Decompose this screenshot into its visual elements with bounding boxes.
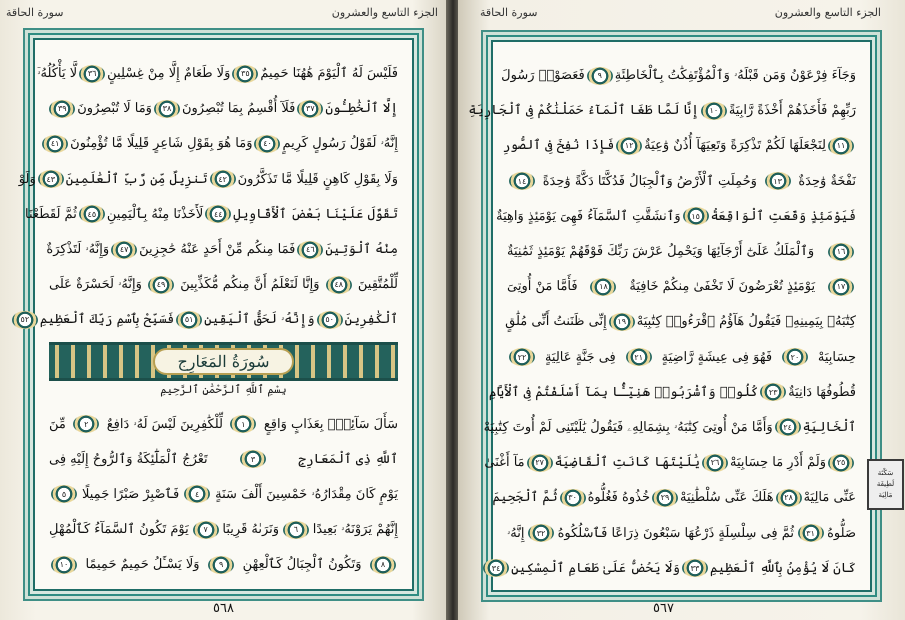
verse-line: [18, 162, 398, 197]
right-juz-header: الجزء التاسع والعشرون: [774, 6, 881, 19]
ayah-number-marker: ٢٦: [702, 454, 728, 472]
ayah-number-marker: ٩: [208, 556, 234, 574]
basmala: بِسْمِ ٱللَّهِ ٱلرَّحْمَٰنِ ٱلرَّحِيمِ: [160, 382, 287, 396]
verse-text: وَلَوْ: [18, 171, 36, 187]
ayah-number-marker: ٢٢: [509, 348, 535, 366]
verse-line: [496, 199, 856, 234]
verse-text: يَٰلَيْتَهَا كَانَتِ ٱلْقَاضِيَةَ: [554, 455, 700, 471]
verse-text: ٱلْخَالِيَةِ: [802, 419, 856, 435]
ayah-number-marker: ٢٤: [775, 418, 801, 436]
verse-line: [501, 58, 856, 93]
verse-text: فَعَصَوْا۟ رَسُولَ: [501, 68, 585, 84]
ayah-number-marker: ١٠: [51, 556, 77, 574]
verse-text: فَمَا مِنكُم مِّنْ أَحَدٍ عَنْهُ حَٰجِزِينَ: [139, 242, 296, 258]
right-surah-header: سورة الحاقة: [480, 6, 538, 19]
verse-line: [49, 512, 398, 547]
left-text-lines: [18, 56, 398, 582]
verse-text: تَنزِيلٌ مِّن رَّبِّ ٱلْعَٰلَمِينَ: [65, 171, 208, 187]
verse-text: وَجَآءَ فِرْعَوْنُ وَمَن قَبْلَهُۥ وَٱلْمُؤْتَفِكَٰتُ بِٱلْخَاطِئَةِ: [614, 68, 856, 84]
verse-text: تَقَوَّلَ عَلَيْنَا بَعْضَ ٱلْأَقَاوِيلِ: [233, 206, 398, 222]
ayah-number-marker: ٢١: [626, 348, 652, 366]
ayah-number-marker: ١٨: [590, 278, 616, 296]
verse-text: يَوْمَ تَكُونُ ٱلسَّمَآءُ كَٱلْمُهْلِ: [49, 522, 189, 538]
verse-line: [488, 375, 856, 410]
ayah-number-marker: ٢٨: [776, 489, 802, 507]
verse-text: رَبِّهِمْ فَأَخَذَهُمْ أَخْذَةً رَّابِيَةً: [728, 103, 856, 119]
ayah-number-marker: ٥٠: [317, 311, 343, 329]
ayah-number-marker: ٤٩: [148, 276, 174, 294]
verse-text: وَأَمَّا مَنْ أُوتِىَ كِتَٰبَهُۥ بِشِمَالِهِۦ فَيَقُولُ يَٰلَيْتَنِى لَمْ أُوتَ كِتَٰبِيَهْ: [483, 419, 773, 435]
left-page: [0, 0, 448, 620]
sakta-note-line: مَالِيَة: [878, 491, 893, 499]
verse-text: وَلَا طَعَامٌ إِلَّا مِنْ غِسْلِينٍ: [107, 66, 231, 82]
verse-text: خُذُوهُ فَغُلُّوهُ: [587, 490, 650, 506]
ayah-number-marker: ١٣: [765, 172, 791, 190]
right-text-lines: [468, 58, 856, 586]
ayah-number-marker: ٣٣: [682, 559, 708, 577]
ayah-number-marker: ١٧: [828, 278, 854, 296]
verse-line: [49, 407, 398, 442]
ayah-number-marker: ٣١: [798, 524, 824, 542]
verse-text: قُطُوفُهَا دَانِيَةٌ: [788, 384, 856, 400]
verse-text: كُلُوا۟ وَٱشْرَبُوا۟ هَنِيٓـًٔۢا بِمَآ أَسْلَفْتُمْ فِى ٱلْأَيَّامِ: [488, 384, 759, 400]
sakta-margin-note: [867, 459, 904, 510]
verse-line: [49, 442, 398, 477]
ayah-number-marker: ٤٦: [297, 241, 323, 259]
left-juz-header: الجزء التاسع والعشرون: [331, 6, 438, 19]
ayah-number-marker: ٤٤: [205, 205, 231, 223]
verse-text: كَانَ لَا يُؤْمِنُ بِٱللَّهِ ٱلْعَظِيمِ: [709, 560, 856, 576]
verse-text: فَلَيْسَ لَهُ ٱلْيَوْمَ هَٰهُنَا حَمِيمٌ: [260, 66, 398, 82]
verse-text: ٱللَّهِ ذِى ٱلْمَعَارِجِ: [298, 451, 398, 467]
verse-text: وَإِنَّهُۥ لَتَذْكِرَةٌ: [46, 242, 110, 258]
sakta-note-line: لَطِيفَة: [876, 480, 895, 488]
ayah-number-marker: ٢٩: [652, 489, 678, 507]
ayah-number-marker: ٤١: [42, 135, 68, 153]
ayah-number-marker: ٤٨: [326, 276, 352, 294]
verse-text: لِّلْمُتَّقِينَ: [357, 277, 398, 293]
verse-text: هَلَكَ عَنِّى سُلْطَٰنِيَهْ: [679, 490, 774, 506]
verse-line: [20, 302, 398, 337]
ayah-number-marker: ٢: [73, 415, 99, 433]
verse-text: وَٱنشَقَّتِ ٱلسَّمَآءُ فَهِىَ يَوْمَئِذٍ وَاهِيَةٌ: [496, 208, 681, 224]
verse-text: إِنَّهُۥ: [507, 525, 525, 541]
verse-text: صَلُّوهُ: [827, 525, 856, 541]
ayah-number-marker: ١٥: [683, 207, 709, 225]
ayah-number-marker: ٣٧: [297, 100, 323, 118]
ayah-number-marker: ٤: [184, 485, 210, 503]
verse-text: مَآ أَغْنَىٰ: [484, 455, 525, 471]
verse-line: [492, 480, 856, 515]
verse-text: وَمَا لَا تُبْصِرُونَ: [77, 101, 152, 117]
ayah-number-marker: ٥: [51, 485, 77, 503]
verse-text: فَلَآ أُقْسِمُ بِمَا تُبْصِرُونَ: [181, 101, 296, 117]
verse-text: وَلَا يَسْـَٔلُ حَمِيمٌ حَمِيمًا: [85, 557, 200, 573]
ayah-number-marker: ٨: [370, 556, 396, 574]
verse-line: [507, 164, 856, 199]
ayah-number-marker: ٢٣: [760, 383, 786, 401]
ayah-number-marker: ٣٨: [154, 100, 180, 118]
verse-text: عَنِّى مَالِيَهْ: [803, 490, 856, 506]
ayah-number-marker: ١: [230, 415, 256, 433]
ayah-number-marker: ٣٠: [560, 489, 586, 507]
ayah-number-marker: ٤٢: [210, 170, 236, 188]
verse-text: وَلَا يَحُضُّ عَلَىٰ طَعَامِ ٱلْمِسْكِينِ: [511, 560, 680, 576]
verse-line: [49, 126, 398, 161]
verse-text: وَتَكُونُ ٱلْجِبَالُ كَٱلْعِهْنِ: [242, 557, 362, 573]
ayah-number-marker: ٧: [193, 521, 219, 539]
ayah-number-marker: ٤٧: [111, 241, 137, 259]
verse-text: فَٱصْبِرْ صَبْرًا جَمِيلًا: [82, 486, 180, 502]
verse-text: إِنَّهُمْ يَرَوْنَهُۥ بَعِيدًا: [312, 522, 398, 538]
ayah-number-marker: ٤٥: [79, 205, 105, 223]
verse-line: [507, 515, 856, 550]
verse-line: [46, 232, 398, 267]
right-text-frame: [468, 40, 872, 592]
verse-text: نَفْخَةٌ وَٰحِدَةٌ: [798, 173, 856, 189]
ayah-number-marker: ٣٥: [232, 65, 258, 83]
verse-text: حِسَابِيَهْ: [817, 349, 856, 365]
verse-text: وَإِنَّهُۥ لَحَقُّ ٱلْيَقِينِ: [204, 312, 315, 328]
verse-text: لَأَخَذْنَا مِنْهُ بِٱلْيَمِينِ: [106, 206, 204, 222]
right-page: [458, 0, 905, 620]
verse-text: فَهُوَ فِى عِيشَةٍ رَّاضِيَةٍ: [661, 349, 773, 365]
verse-line: [49, 477, 398, 512]
surah-title-banner: [49, 342, 398, 381]
verse-text: ثُمَّ لَقَطَعْنَا: [25, 206, 77, 222]
verse-text: وَنَرَىٰهُ قَرِيبًا: [222, 522, 280, 538]
verse-text: فَإِذَا نُفِخَ فِى ٱلصُّورِ: [502, 138, 615, 154]
verse-line: [49, 267, 398, 302]
verse-text: مِّنَ: [49, 416, 66, 432]
verse-text: لِّلْكَٰفِرِينَ لَيْسَ لَهُۥ دَافِعٌ: [106, 416, 223, 432]
verse-text: وَمَا هُوَ بِقَوْلِ شَاعِرٍ قَلِيلًا مَّا تُؤْمِنُونَ: [70, 136, 253, 152]
ayah-number-marker: ١٩: [609, 313, 635, 331]
verse-text: يَوْمٍ كَانَ مِقْدَارُهُۥ خَمْسِينَ أَلْفَ سَنَةٍ: [215, 486, 398, 502]
left-surah-header: سورة الحاقة: [6, 6, 64, 19]
ayah-number-marker: ١٢: [616, 137, 642, 155]
verse-text: مِنْهُ ٱلْوَتِينَ: [325, 242, 398, 258]
surah-title: سُورَةُ المَعَارِج: [153, 348, 293, 375]
left-page-number: ٥٦٨: [213, 601, 234, 616]
verse-text: فِى جَنَّةٍ عَالِيَةٍ: [544, 349, 616, 365]
verse-text: وَإِنَّا لَنَعْلَمُ أَنَّ مِنكُم مُّكَذِّبِينَ: [180, 277, 320, 293]
verse-line: [491, 551, 856, 586]
verse-text: وَإِنَّهُۥ لَحَسْرَةٌ عَلَى: [49, 277, 142, 293]
sakta-note-line: سَكْتَة: [877, 469, 894, 477]
verse-line: [507, 304, 856, 339]
ayah-number-marker: ٣٩: [49, 100, 75, 118]
verse-text: فَيَوْمَئِذٍ وَقَعَتِ ٱلْوَاقِعَةُ: [710, 208, 856, 224]
ayah-number-marker: ٣٢: [528, 524, 554, 542]
verse-line: [484, 445, 856, 480]
verse-text: ثُمَّ ٱلْجَحِيمَ: [492, 490, 558, 506]
ayah-number-marker: ٩: [587, 67, 613, 85]
verse-text: تَعْرُجُ ٱلْمَلَٰٓئِكَةُ وَٱلرُّوحُ إِلَيْهِ فِى: [49, 451, 208, 467]
ayah-number-marker: ٣: [240, 450, 266, 468]
ayah-number-marker: ٢٥: [828, 454, 854, 472]
verse-text: فَسَبِّحْ بِٱسْمِ رَبِّكَ ٱلْعَظِيمِ: [39, 312, 175, 328]
verse-line: [507, 269, 856, 304]
verse-text: إِنَّا لَمَّا طَغَا ٱلْمَآءُ حَمَلْنَٰكُمْ فِى ٱلْجَارِيَةِ: [468, 103, 699, 119]
verse-line: [49, 91, 398, 126]
verse-text: ثُمَّ فِى سِلْسِلَةٍ ذَرْعُهَا سَبْعُونَ ذِرَاعًا فَٱسْلُكُوهُ: [557, 525, 795, 541]
verse-text: ٱلْكَٰفِرِينَ: [344, 312, 398, 328]
verse-text: فَأَمَّا مَنْ أُوتِىَ: [507, 279, 578, 295]
ayah-number-marker: ٣٦: [79, 65, 105, 83]
verse-text: يَوْمَئِذٍ تُعْرَضُونَ لَا تَخْفَىٰ مِنكُمْ خَافِيَةٌ: [629, 279, 816, 295]
ayah-number-marker: ١٤: [509, 172, 535, 190]
ayah-number-marker: ٤٣: [38, 170, 64, 188]
verse-text: لِنَجْعَلَهَا لَكُمْ تَذْكِرَةً وَتَعِيَهَآ أُذُنٌ وَٰعِيَةٌ: [644, 138, 826, 154]
ayah-number-marker: ٢٠: [782, 348, 808, 366]
verse-line: [502, 128, 856, 163]
ayah-number-marker: ٥١: [176, 311, 202, 329]
ayah-number-marker: ٢٧: [527, 454, 553, 472]
ayah-number-marker: ١١: [828, 137, 854, 155]
right-page-number: ٥٦٧: [653, 601, 674, 616]
verse-text: إِلَّا ٱلْخَٰطِـُٔونَ: [325, 101, 398, 117]
verse-line: [507, 234, 856, 269]
verse-text: وَلَا بِقَوْلِ كَاهِنٍ قَلِيلًا مَّا تَذَكَّرُونَ: [237, 171, 398, 187]
ayah-number-marker: ١٦: [828, 243, 854, 261]
verse-text: وَلَمْ أَدْرِ مَا حِسَابِيَهْ: [730, 455, 826, 471]
ayah-number-marker: ٣٤: [483, 559, 509, 577]
ayah-number-marker: ١٠: [701, 102, 727, 120]
verse-line: [49, 547, 398, 582]
left-text-frame: [18, 38, 414, 591]
verse-text: وَٱلْمَلَكُ عَلَىٰٓ أَرْجَآئِهَا وَيَحْمِلُ عَرْشَ رَبِّكَ فَوْقَهُمْ يَوْمَئِذٍ ثَمَٰنِيَةٌ: [507, 244, 815, 260]
verse-line: [37, 56, 398, 91]
verse-text: وَحُمِلَتِ ٱلْأَرْضُ وَٱلْجِبَالُ فَدُكَّتَا دَكَّةً وَٰحِدَةً: [542, 173, 757, 189]
verse-line: [25, 197, 398, 232]
ayah-number-marker: ٤٠: [254, 135, 280, 153]
verse-text: كِتَٰبَهُۥ بِيَمِينِهِۦ فَيَقُولُ هَآؤُمُ ٱقْرَءُوا۟ كِتَٰبِيَهْ: [636, 314, 856, 330]
ayah-number-marker: ٥٢: [12, 311, 38, 329]
verse-line: [468, 93, 856, 128]
verse-text: لَّا يَأْكُلُهُۥٓ: [37, 66, 78, 82]
ayah-number-marker: ٦: [283, 521, 309, 539]
verse-line: [507, 340, 856, 375]
verse-text: إِنِّى ظَنَنتُ أَنِّى مُلَٰقٍ: [505, 314, 607, 330]
verse-text: سَأَلَ سَآئِلٌۢ بِعَذَابٍ وَاقِعٍ: [263, 416, 398, 432]
verse-text: إِنَّهُۥ لَقَوْلُ رَسُولٍ كَرِيمٍ: [282, 136, 398, 152]
verse-line: [483, 410, 856, 445]
